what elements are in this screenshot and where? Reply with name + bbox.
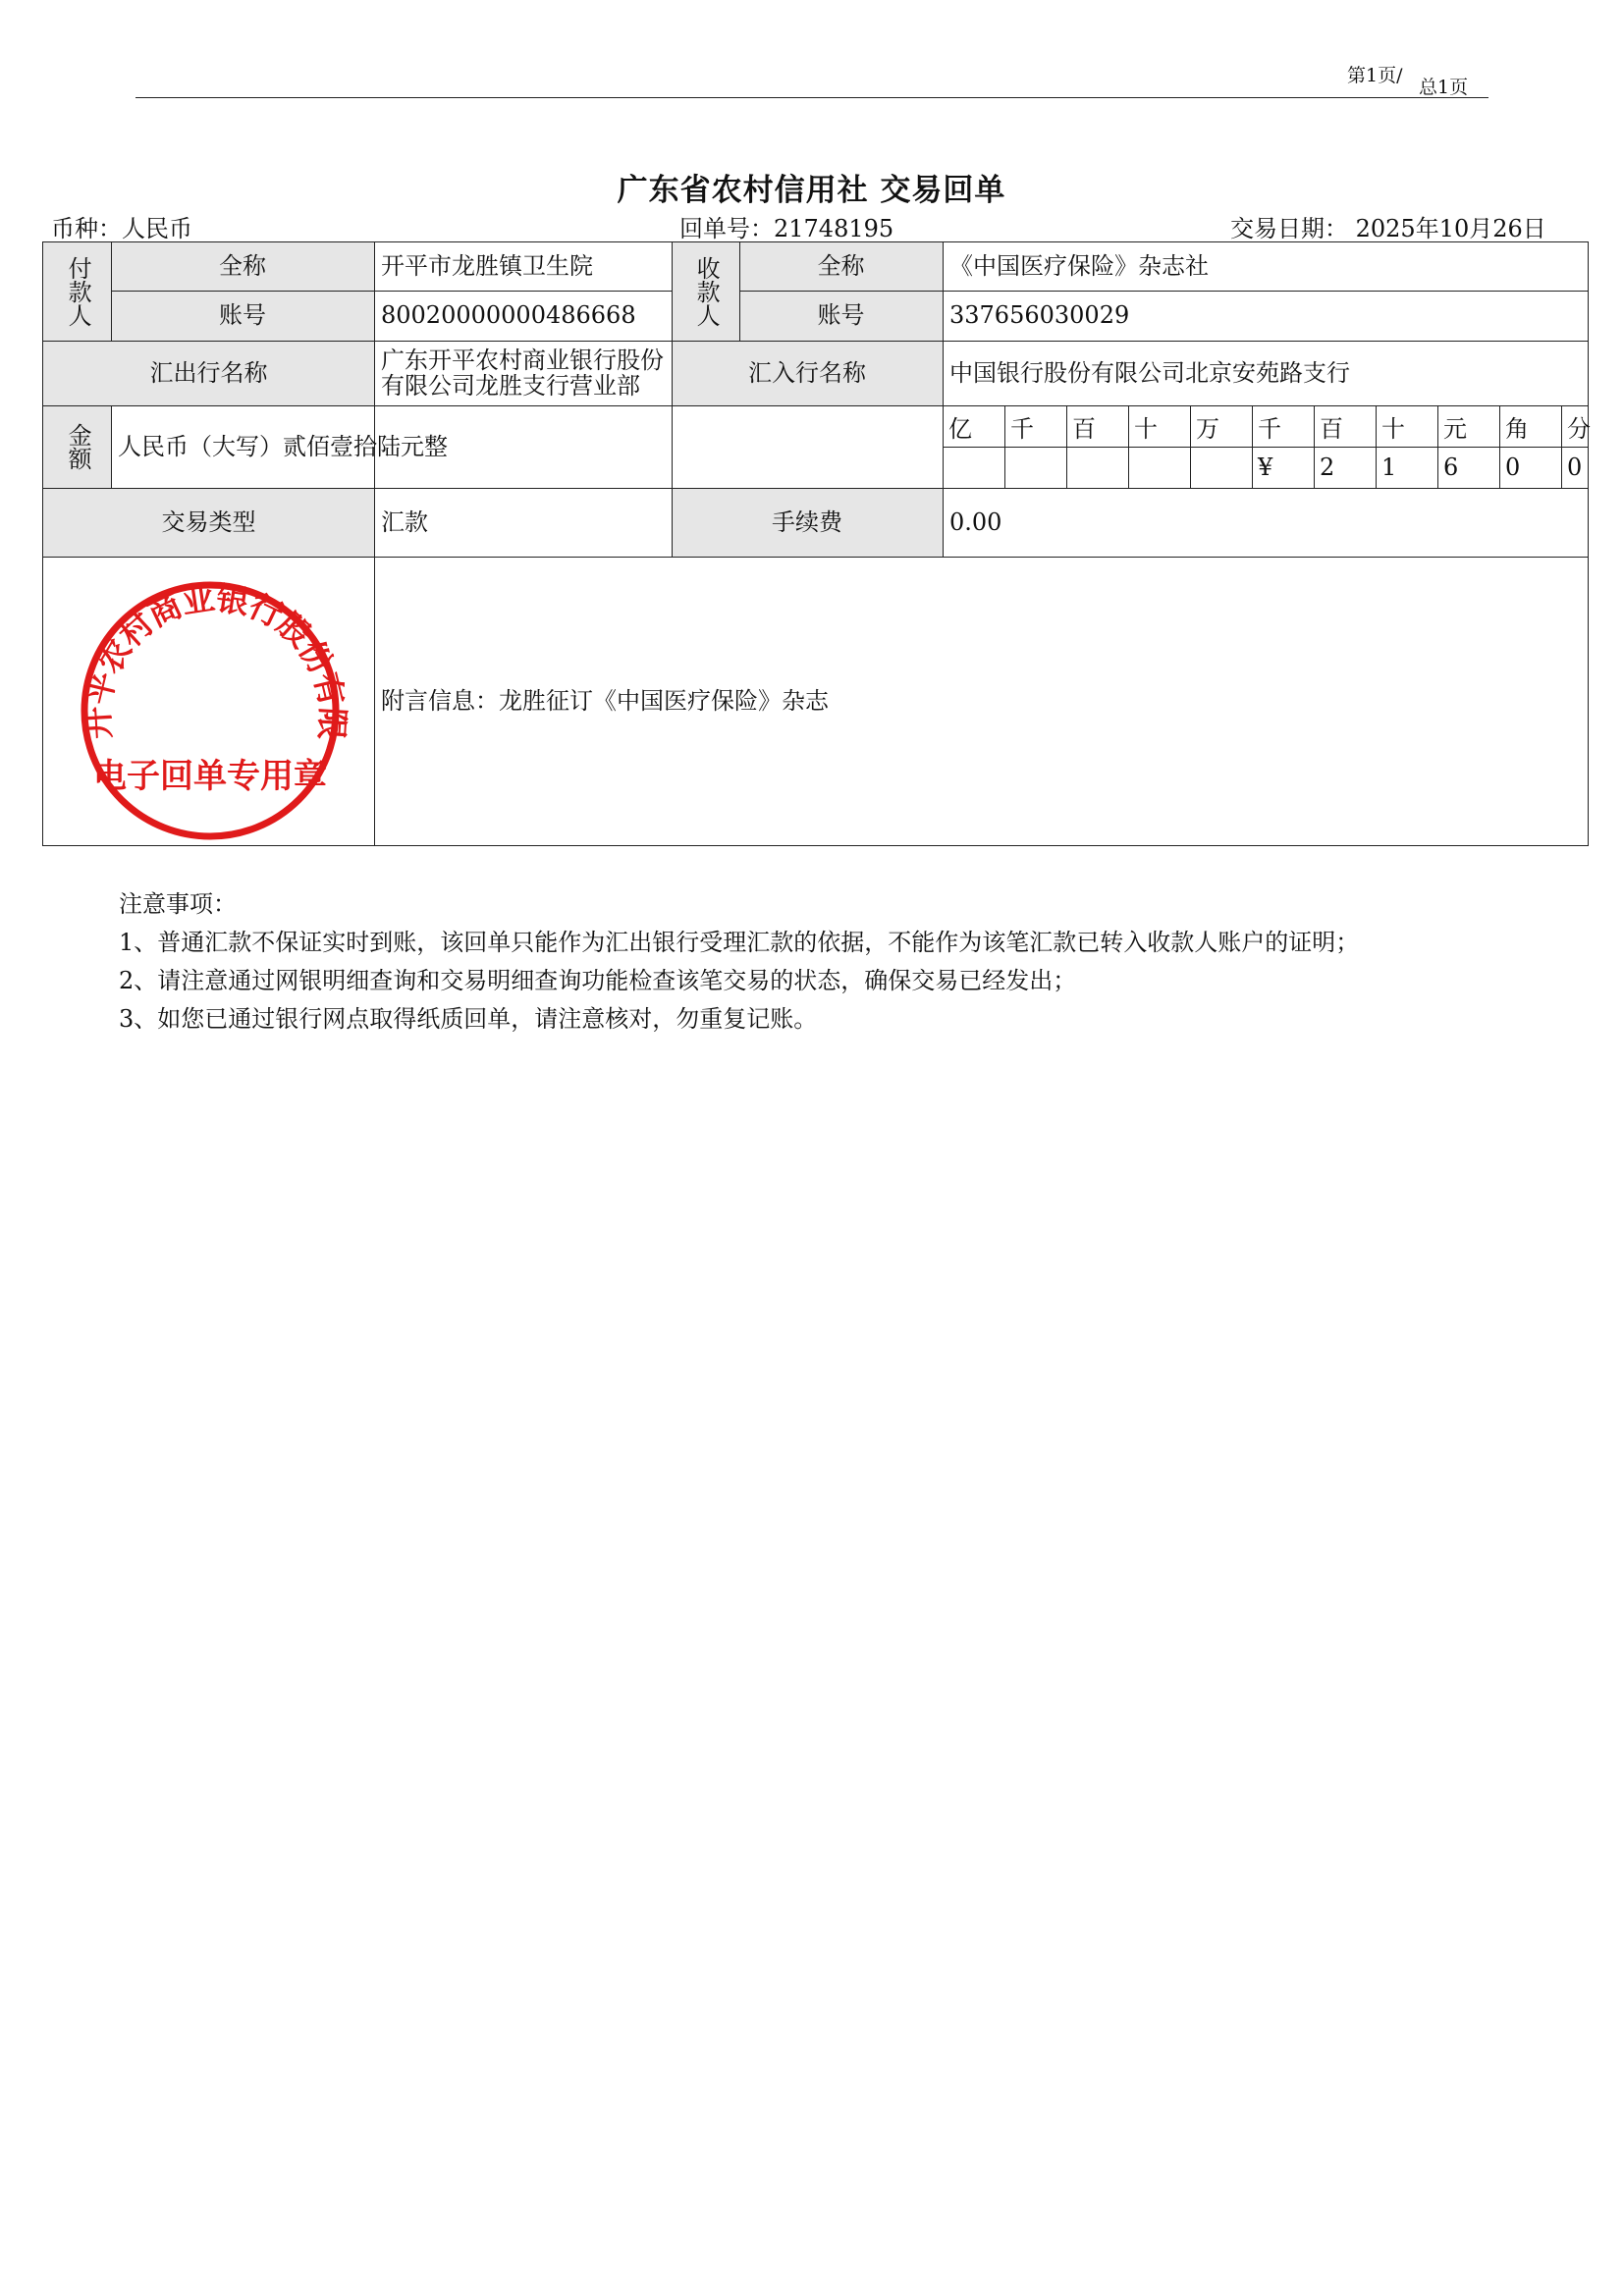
amount-unit-header: 千 — [1010, 414, 1034, 443]
payer-label: 付款人 — [64, 256, 92, 327]
notes-item: 2、请注意通过网银明细查询和交易明细查询功能检查该笔交易的状态，确保交易已经发出； — [119, 967, 1077, 994]
payer-account: 80020000000486668 — [381, 301, 636, 330]
amount-label: 金额 — [64, 423, 92, 470]
amount-digit — [1004, 447, 1066, 488]
amount-unit-header: 万 — [1196, 414, 1219, 443]
payee-account-label: 账号 — [817, 301, 865, 330]
out-bank-name: 广东开平农村商业银行股份 有限公司龙胜支行营业部 — [381, 346, 664, 400]
receipt-number: 回单号：21748195 — [679, 215, 894, 242]
amount-digit — [1128, 447, 1190, 488]
transaction-date: 交易日期： 2025年10月26日 — [1230, 215, 1546, 242]
amount-digit: 0 — [1505, 454, 1521, 481]
transaction-type-label: 交易类型 — [161, 507, 256, 536]
amount-in-words: 人民币（大写）贰佰壹拾陆元整 — [118, 432, 448, 460]
amount-unit-header: 十 — [1134, 414, 1158, 443]
header-rule — [135, 97, 1488, 98]
in-bank-label: 汇入行名称 — [748, 358, 866, 387]
amount-unit-header: 角 — [1505, 414, 1529, 443]
amount-digit — [1190, 447, 1252, 488]
payer-account-label: 账号 — [219, 301, 266, 330]
electronic-receipt-seal — [53, 561, 367, 841]
notes — [119, 885, 1359, 1039]
svg-text:广东开平农村商业银行股份有限公司: 开平农村商业银行股份有限 — [78, 578, 352, 740]
amount-digit — [1066, 447, 1128, 488]
amount-digit: 0 — [1567, 454, 1583, 481]
amount-unit-header: 十 — [1381, 414, 1405, 443]
amount-digit: ¥ — [1258, 454, 1273, 481]
amount-digit — [943, 447, 1004, 488]
amount-unit-header: 分 — [1567, 414, 1591, 443]
page-total: 总1页 — [1419, 77, 1469, 98]
receipt-table — [42, 241, 1589, 846]
amount-digit: 2 — [1320, 454, 1335, 481]
fee-label: 手续费 — [772, 507, 842, 536]
currency: 币种：人民币 — [51, 215, 192, 242]
svg-text:电子回单专用章: 电子回单专用章 — [93, 757, 327, 796]
transaction-type: 汇款 — [381, 507, 428, 536]
payee-account: 337656030029 — [949, 301, 1130, 330]
notes-item: 3、如您已通过银行网点取得纸质回单，请注意核对，勿重复记账。 — [119, 1005, 818, 1033]
page-current: 第1页/ — [1347, 65, 1403, 86]
amount-unit-header: 亿 — [948, 414, 972, 443]
payer-name-label: 全称 — [219, 252, 266, 281]
notes-heading: 注意事项： — [119, 890, 237, 918]
amount-digit: 6 — [1443, 454, 1459, 481]
payer-name: 开平市龙胜镇卫生院 — [381, 252, 593, 281]
amount-unit-header: 元 — [1443, 414, 1467, 443]
payee-label: 收款人 — [692, 256, 721, 327]
notes-item: 1、普通汇款不保证实时到账，该回单只能作为汇出银行受理汇款的依据，不能作为该笔汇款已转入收款人账户的证明； — [119, 929, 1360, 956]
out-bank-label: 汇出行名称 — [149, 358, 268, 387]
amount-unit-header: 百 — [1320, 414, 1343, 443]
amount-unit-header: 百 — [1072, 414, 1096, 443]
fee-value: 0.00 — [949, 507, 1002, 536]
amount-unit-header: 千 — [1258, 414, 1281, 443]
payee-name: 《中国医疗保险》杂志社 — [949, 252, 1209, 281]
amount-digit: 1 — [1381, 454, 1397, 481]
payee-name-label: 全称 — [817, 252, 865, 281]
document-title: 广东省农村信用社 交易回单 — [617, 173, 1006, 208]
memo: 附言信息：龙胜征订《中国医疗保险》杂志 — [381, 686, 829, 715]
in-bank-name: 中国银行股份有限公司北京安苑路支行 — [949, 358, 1350, 387]
